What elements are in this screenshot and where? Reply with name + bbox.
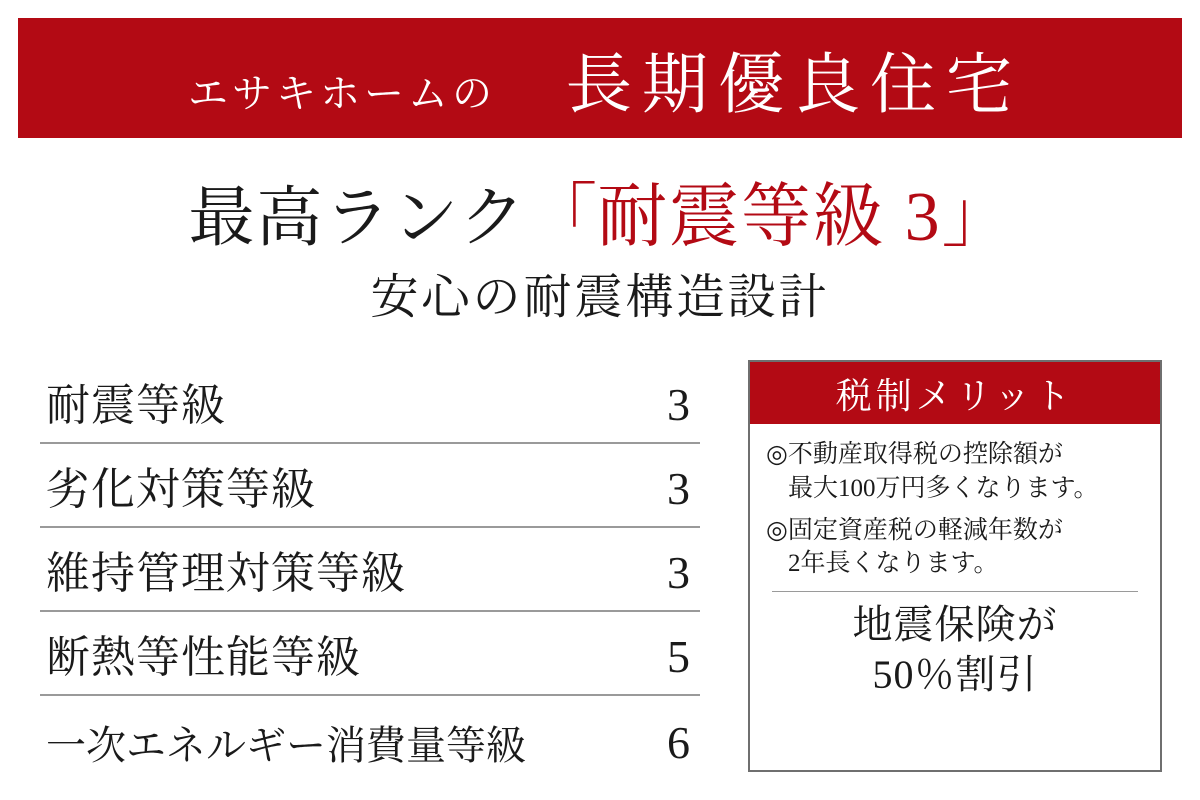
spec-label: 一次エネルギー消費量等級 bbox=[46, 723, 526, 768]
table-row bbox=[40, 612, 700, 696]
spec-value: 3 bbox=[667, 463, 690, 514]
spec-value: 5 bbox=[667, 631, 690, 682]
highlight-line1: 地震保険が bbox=[852, 602, 1058, 647]
merit-item-line1: ◎固定資産税の軽減年数が bbox=[766, 516, 1063, 544]
header-banner-inner bbox=[18, 31, 1182, 126]
spec-value: 3 bbox=[667, 379, 690, 430]
header-banner bbox=[18, 18, 1182, 138]
sub-headline: 安心の耐震構造設計 bbox=[370, 271, 830, 324]
banner-prefix-text: エサキホームの bbox=[188, 70, 496, 116]
spec-value: 6 bbox=[667, 717, 690, 768]
earthquake-insurance-highlight bbox=[766, 600, 1144, 700]
table-row bbox=[40, 696, 700, 780]
spec-value: 3 bbox=[667, 547, 690, 598]
headline-quote-open: 「 bbox=[527, 179, 598, 256]
spec-label: 劣化対策等級 bbox=[46, 465, 316, 514]
headline bbox=[0, 160, 1200, 261]
divider bbox=[772, 591, 1138, 592]
spec-label: 断熱等性能等級 bbox=[46, 633, 361, 682]
headline-emphasis: 耐震等級 3 bbox=[597, 179, 942, 256]
tax-merit-title: 税制メリット bbox=[750, 362, 1160, 424]
highlight-line2: 50％割引 bbox=[872, 652, 1038, 697]
spec-label: 耐震等級 bbox=[46, 381, 226, 430]
table-row bbox=[40, 444, 700, 528]
banner-main-title: 長期優良住宅 bbox=[566, 48, 1022, 122]
spec-label: 維持管理対策等級 bbox=[46, 549, 406, 598]
list-item bbox=[766, 438, 1144, 506]
table-row bbox=[40, 360, 700, 444]
performance-grade-table bbox=[40, 360, 700, 780]
merit-item-line1: ◎不動産取得税の控除額が bbox=[766, 441, 1063, 468]
headline-lead: 最高ランク bbox=[188, 182, 528, 255]
table-row bbox=[40, 528, 700, 612]
headline-quote-close: 」 bbox=[941, 179, 1012, 256]
merit-item-line2: 最大100万円多くなります。 bbox=[788, 474, 1099, 502]
list-item bbox=[766, 514, 1144, 582]
tax-merit-box bbox=[748, 360, 1162, 772]
tax-merit-body bbox=[750, 424, 1160, 700]
merit-item-line2: 2年長くなります。 bbox=[788, 550, 999, 578]
